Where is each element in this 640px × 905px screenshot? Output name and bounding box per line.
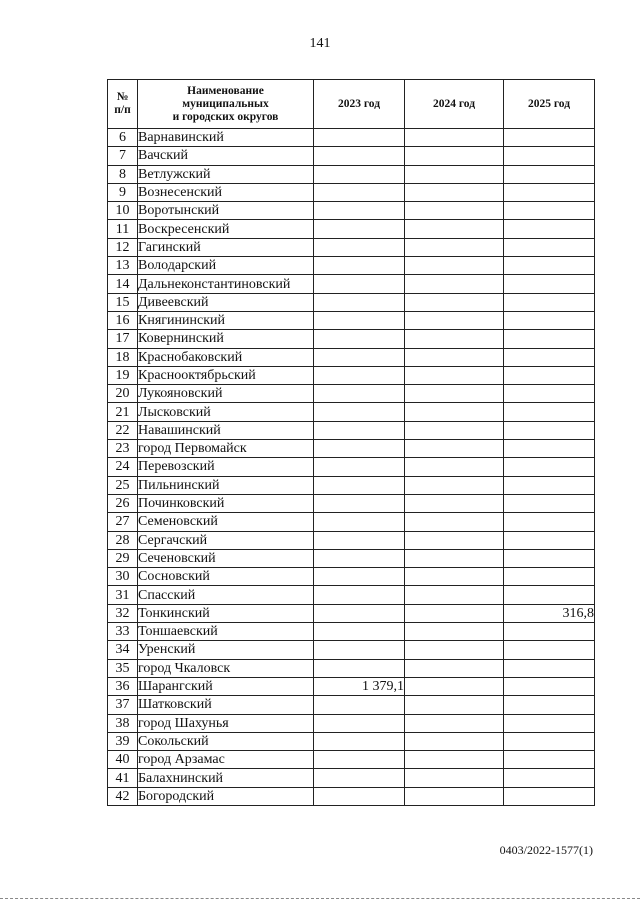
- value-2025-cell: [504, 751, 595, 769]
- row-number-cell: 16: [108, 311, 138, 329]
- municipality-name-cell: Лысковский: [138, 403, 314, 421]
- table-row: [108, 787, 595, 805]
- value-2023-cell: [314, 641, 405, 659]
- table-row: [108, 714, 595, 732]
- value-2023-cell: [314, 147, 405, 165]
- value-2023-cell: [314, 275, 405, 293]
- municipality-name-cell: Сокольский: [138, 732, 314, 750]
- table-row: [108, 604, 595, 622]
- value-2025-cell: [504, 696, 595, 714]
- municipality-name-cell: Богородский: [138, 787, 314, 805]
- value-2025-cell: [504, 659, 595, 677]
- row-number-cell: 33: [108, 623, 138, 641]
- row-number-cell: 9: [108, 183, 138, 201]
- value-2024-cell: [405, 238, 504, 256]
- value-2024-cell: [405, 531, 504, 549]
- row-number-cell: 15: [108, 293, 138, 311]
- municipality-name-cell: Сергачский: [138, 531, 314, 549]
- table-row: [108, 641, 595, 659]
- value-2024-cell: [405, 129, 504, 147]
- table-row: [108, 421, 595, 439]
- row-number-cell: 39: [108, 732, 138, 750]
- value-2024-cell: [405, 275, 504, 293]
- value-2023-cell: [314, 586, 405, 604]
- table-row: [108, 311, 595, 329]
- row-number-cell: 27: [108, 513, 138, 531]
- row-number-cell: 12: [108, 238, 138, 256]
- value-2023-cell: [314, 129, 405, 147]
- value-2023-cell: [314, 568, 405, 586]
- municipality-name-cell: Вознесенский: [138, 183, 314, 201]
- row-number-cell: 22: [108, 421, 138, 439]
- value-2023-cell: [314, 769, 405, 787]
- table-row: [108, 385, 595, 403]
- row-number-cell: 18: [108, 348, 138, 366]
- value-2023-cell: [314, 440, 405, 458]
- value-2023-cell: [314, 293, 405, 311]
- value-2025-cell: [504, 476, 595, 494]
- value-2023-cell: [314, 659, 405, 677]
- table-row: [108, 366, 595, 384]
- value-2025-cell: [504, 403, 595, 421]
- header-num: № п/п: [108, 80, 138, 129]
- value-2024-cell: [405, 513, 504, 531]
- value-2024-cell: [405, 623, 504, 641]
- municipality-name-cell: Шатковский: [138, 696, 314, 714]
- value-2024-cell: [405, 147, 504, 165]
- row-number-cell: 26: [108, 494, 138, 512]
- value-2025-cell: [504, 330, 595, 348]
- row-number-cell: 6: [108, 129, 138, 147]
- table-row: [108, 513, 595, 531]
- table-row: [108, 238, 595, 256]
- municipality-name-cell: Дивеевский: [138, 293, 314, 311]
- row-number-cell: 30: [108, 568, 138, 586]
- value-2025-cell: [504, 586, 595, 604]
- value-2025-cell: [504, 238, 595, 256]
- municipality-name-cell: Воротынский: [138, 202, 314, 220]
- row-number-cell: 37: [108, 696, 138, 714]
- value-2025-cell: [504, 311, 595, 329]
- municipality-name-cell: Семеновский: [138, 513, 314, 531]
- header-2025: 2025 год: [504, 80, 595, 129]
- value-2024-cell: [405, 440, 504, 458]
- municipality-name-cell: Сеченовский: [138, 549, 314, 567]
- value-2024-cell: [405, 787, 504, 805]
- value-2025-cell: [504, 202, 595, 220]
- value-2025-cell: [504, 220, 595, 238]
- value-2025-cell: [504, 421, 595, 439]
- value-2023-cell: [314, 714, 405, 732]
- municipality-name-cell: Лукояновский: [138, 385, 314, 403]
- value-2023-cell: [314, 348, 405, 366]
- value-2025-cell: [504, 165, 595, 183]
- municipality-name-cell: Сосновский: [138, 568, 314, 586]
- value-2025-cell: [504, 513, 595, 531]
- municipality-name-cell: Навашинский: [138, 421, 314, 439]
- value-2024-cell: [405, 696, 504, 714]
- value-2023-cell: [314, 494, 405, 512]
- value-2023-cell: [314, 751, 405, 769]
- table-row: [108, 476, 595, 494]
- municipality-name-cell: Краснооктябрьский: [138, 366, 314, 384]
- row-number-cell: 20: [108, 385, 138, 403]
- value-2023-cell: 1 379,1: [314, 677, 405, 695]
- value-2024-cell: [405, 677, 504, 695]
- value-2025-cell: [504, 366, 595, 384]
- value-2023-cell: [314, 623, 405, 641]
- page-bottom-divider: [0, 898, 640, 899]
- table-body: [108, 129, 595, 806]
- municipality-name-cell: Пильнинский: [138, 476, 314, 494]
- value-2025-cell: [504, 129, 595, 147]
- value-2025-cell: [504, 147, 595, 165]
- value-2023-cell: [314, 732, 405, 750]
- row-number-cell: 32: [108, 604, 138, 622]
- value-2024-cell: [405, 421, 504, 439]
- value-2025-cell: [504, 714, 595, 732]
- table-row: [108, 275, 595, 293]
- value-2023-cell: [314, 330, 405, 348]
- value-2024-cell: [405, 311, 504, 329]
- value-2024-cell: [405, 641, 504, 659]
- value-2025-cell: [504, 257, 595, 275]
- value-2024-cell: [405, 330, 504, 348]
- value-2023-cell: [314, 476, 405, 494]
- row-number-cell: 23: [108, 440, 138, 458]
- municipality-name-cell: Починковский: [138, 494, 314, 512]
- value-2025-cell: [504, 275, 595, 293]
- value-2024-cell: [405, 476, 504, 494]
- value-2024-cell: [405, 494, 504, 512]
- table-row: [108, 732, 595, 750]
- value-2025-cell: [504, 385, 595, 403]
- value-2024-cell: [405, 202, 504, 220]
- value-2024-cell: [405, 549, 504, 567]
- municipality-name-cell: Тоншаевский: [138, 623, 314, 641]
- table-row: [108, 623, 595, 641]
- value-2023-cell: [314, 787, 405, 805]
- table-row: [108, 531, 595, 549]
- municipality-name-cell: Ветлужский: [138, 165, 314, 183]
- value-2024-cell: [405, 366, 504, 384]
- value-2023-cell: [314, 604, 405, 622]
- value-2024-cell: [405, 403, 504, 421]
- municipality-name-cell: Княгининский: [138, 311, 314, 329]
- value-2024-cell: [405, 458, 504, 476]
- row-number-cell: 17: [108, 330, 138, 348]
- value-2024-cell: [405, 257, 504, 275]
- value-2023-cell: [314, 513, 405, 531]
- row-number-cell: 35: [108, 659, 138, 677]
- value-2023-cell: [314, 696, 405, 714]
- value-2023-cell: [314, 366, 405, 384]
- row-number-cell: 38: [108, 714, 138, 732]
- value-2024-cell: [405, 183, 504, 201]
- header-name: Наименование муниципальных и городских округов: [138, 80, 314, 129]
- municipality-name-cell: город Чкаловск: [138, 659, 314, 677]
- value-2025-cell: [504, 494, 595, 512]
- table-row: [108, 183, 595, 201]
- municipality-name-cell: Шарангский: [138, 677, 314, 695]
- value-2025-cell: [504, 623, 595, 641]
- municipality-name-cell: Володарский: [138, 257, 314, 275]
- value-2023-cell: [314, 549, 405, 567]
- table-row: [108, 293, 595, 311]
- header-2024: 2024 год: [405, 80, 504, 129]
- header-2023: 2023 год: [314, 80, 405, 129]
- table-row: [108, 220, 595, 238]
- row-number-cell: 42: [108, 787, 138, 805]
- municipality-name-cell: Краснобаковский: [138, 348, 314, 366]
- value-2023-cell: [314, 421, 405, 439]
- value-2025-cell: [504, 732, 595, 750]
- table-row: [108, 330, 595, 348]
- table-row: [108, 129, 595, 147]
- value-2025-cell: [504, 531, 595, 549]
- table-row: [108, 769, 595, 787]
- value-2023-cell: [314, 531, 405, 549]
- municipality-name-cell: Варнавинский: [138, 129, 314, 147]
- municipality-name-cell: город Арзамас: [138, 751, 314, 769]
- value-2024-cell: [405, 732, 504, 750]
- value-2025-cell: [504, 183, 595, 201]
- value-2023-cell: [314, 403, 405, 421]
- row-number-cell: 21: [108, 403, 138, 421]
- subsidy-table: [107, 79, 595, 806]
- value-2024-cell: [405, 568, 504, 586]
- row-number-cell: 31: [108, 586, 138, 604]
- table-row: [108, 147, 595, 165]
- row-number-cell: 28: [108, 531, 138, 549]
- table-row: [108, 568, 595, 586]
- value-2025-cell: [504, 769, 595, 787]
- row-number-cell: 7: [108, 147, 138, 165]
- table-row: [108, 586, 595, 604]
- row-number-cell: 24: [108, 458, 138, 476]
- table-row: [108, 257, 595, 275]
- table-row: [108, 202, 595, 220]
- row-number-cell: 11: [108, 220, 138, 238]
- value-2025-cell: [504, 641, 595, 659]
- municipality-name-cell: Дальнеконстантиновский: [138, 275, 314, 293]
- value-2025-cell: [504, 458, 595, 476]
- municipality-name-cell: Гагинский: [138, 238, 314, 256]
- table-row: [108, 165, 595, 183]
- row-number-cell: 8: [108, 165, 138, 183]
- row-number-cell: 36: [108, 677, 138, 695]
- row-number-cell: 40: [108, 751, 138, 769]
- value-2024-cell: [405, 604, 504, 622]
- value-2024-cell: [405, 586, 504, 604]
- municipality-name-cell: Перевозский: [138, 458, 314, 476]
- value-2023-cell: [314, 257, 405, 275]
- municipality-name-cell: город Первомайск: [138, 440, 314, 458]
- value-2025-cell: [504, 293, 595, 311]
- table-row: [108, 494, 595, 512]
- table-row: [108, 549, 595, 567]
- table-row: [108, 440, 595, 458]
- page-number: 141: [309, 36, 331, 51]
- municipality-name-cell: Балахнинский: [138, 769, 314, 787]
- value-2024-cell: [405, 714, 504, 732]
- value-2023-cell: [314, 183, 405, 201]
- value-2024-cell: [405, 293, 504, 311]
- value-2025-cell: [504, 787, 595, 805]
- value-2024-cell: [405, 348, 504, 366]
- row-number-cell: 34: [108, 641, 138, 659]
- municipality-name-cell: Воскресенский: [138, 220, 314, 238]
- value-2023-cell: [314, 165, 405, 183]
- table-row: [108, 677, 595, 695]
- value-2023-cell: [314, 385, 405, 403]
- row-number-cell: 25: [108, 476, 138, 494]
- value-2025-cell: [504, 348, 595, 366]
- table-row: [108, 696, 595, 714]
- municipality-name-cell: Ковернинский: [138, 330, 314, 348]
- municipality-name-cell: Тонкинский: [138, 604, 314, 622]
- value-2025-cell: 316,8: [504, 604, 595, 622]
- value-2025-cell: [504, 440, 595, 458]
- value-2025-cell: [504, 568, 595, 586]
- row-number-cell: 13: [108, 257, 138, 275]
- municipality-name-cell: город Шахунья: [138, 714, 314, 732]
- row-number-cell: 14: [108, 275, 138, 293]
- row-number-cell: 19: [108, 366, 138, 384]
- table-row: [108, 403, 595, 421]
- value-2025-cell: [504, 549, 595, 567]
- value-2024-cell: [405, 751, 504, 769]
- municipality-name-cell: Спасский: [138, 586, 314, 604]
- municipality-name-cell: Уренский: [138, 641, 314, 659]
- value-2024-cell: [405, 165, 504, 183]
- value-2023-cell: [314, 458, 405, 476]
- row-number-cell: 10: [108, 202, 138, 220]
- value-2025-cell: [504, 677, 595, 695]
- value-2024-cell: [405, 769, 504, 787]
- value-2023-cell: [314, 202, 405, 220]
- row-number-cell: 41: [108, 769, 138, 787]
- table-row: [108, 659, 595, 677]
- table-row: [108, 751, 595, 769]
- table-row: [108, 348, 595, 366]
- table-row: [108, 458, 595, 476]
- value-2024-cell: [405, 220, 504, 238]
- row-number-cell: 29: [108, 549, 138, 567]
- value-2024-cell: [405, 659, 504, 677]
- document-code: 0403/2022-1577(1): [499, 843, 593, 857]
- value-2024-cell: [405, 385, 504, 403]
- municipality-name-cell: Вачский: [138, 147, 314, 165]
- value-2023-cell: [314, 311, 405, 329]
- table-header-row: [108, 80, 595, 129]
- value-2023-cell: [314, 238, 405, 256]
- value-2023-cell: [314, 220, 405, 238]
